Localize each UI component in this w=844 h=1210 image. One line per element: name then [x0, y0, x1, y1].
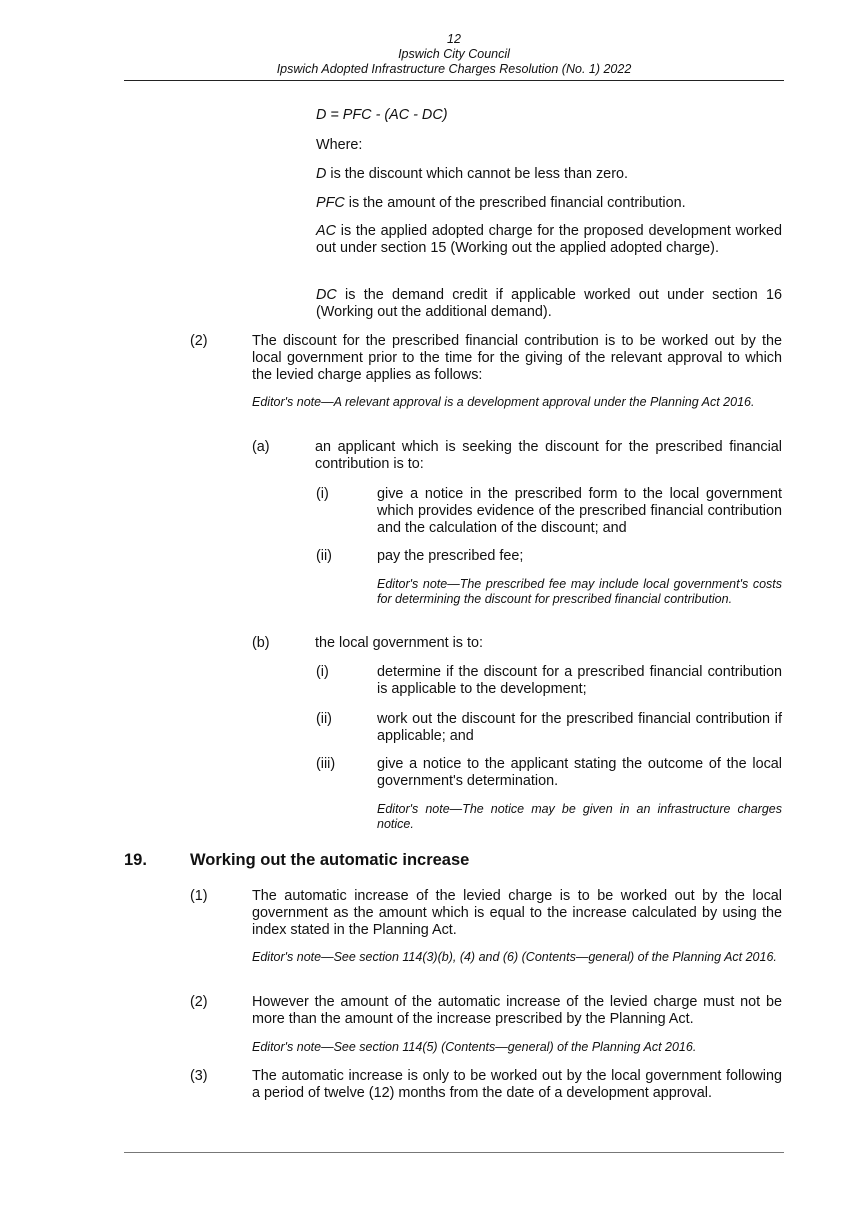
editors-note: Editor's note—A relevant approval is a development approval under the Planning Act 2016.: [252, 395, 755, 409]
formula-equation: D = PFC - (AC - DC): [316, 107, 448, 123]
item-text: give a notice in the prescribed form to the local government which provides evidence of the prescribed financial contribution and the calculation of the discount; and: [377, 486, 782, 536]
item-number: (i): [316, 486, 329, 502]
editors-note: Editor's note—See section 114(3)(b), (4) and (6) (Contents—general) of the Planning Act 2016.: [252, 950, 777, 964]
definition-text: is the discount which cannot be less than zero.: [326, 166, 628, 182]
section-number: 19.: [124, 851, 147, 869]
footer-rule: [124, 1152, 784, 1153]
definition-d: [316, 166, 782, 183]
paragraph-text: The automatic increase is only to be worked out by the local government following a period of twelve (12) months from the date of a development approval.: [252, 1068, 782, 1101]
paragraph-number: (2): [190, 994, 208, 1010]
editors-note: Editor's note—See section 114(5) (Contents—general) of the Planning Act 2016.: [252, 1040, 697, 1054]
definition-text: is the amount of the prescribed financial contribution.: [344, 195, 686, 211]
subparagraph-number: (a): [252, 439, 270, 455]
subparagraph-text: an applicant which is seeking the discount for the prescribed financial contribution is to:: [315, 439, 782, 472]
item-number: (iii): [316, 756, 336, 772]
item-number: (i): [316, 664, 329, 680]
header-org: Ipswich City Council: [398, 47, 510, 61]
page-number: 12: [447, 32, 461, 46]
editors-note: Editor's note—The notice may be given in an infrastructure charges notice.: [377, 802, 782, 831]
item-number: (ii): [316, 548, 332, 564]
paragraph-number: (2): [190, 333, 208, 349]
item-text: determine if the discount for a prescribed financial contribution is applicable to the development;: [377, 664, 782, 697]
header-rule: [124, 80, 784, 81]
definition-text: is the demand credit if applicable worked out under section 16 (Working out the additional demand).: [316, 287, 782, 320]
subparagraph-number: (b): [252, 635, 270, 651]
item-text: work out the discount for the prescribed financial contribution if applicable; and: [377, 711, 782, 744]
subparagraph-text: the local government is to:: [315, 635, 483, 651]
editors-note: Editor's note—The prescribed fee may include local government's costs for determining the discount for prescribed financial contribution.: [377, 577, 782, 606]
paragraph-number: (3): [190, 1068, 208, 1084]
definition-pfc: [316, 195, 782, 212]
paragraph-text: However the amount of the automatic increase of the levied charge must not be more than the amount of the increase prescribed by the Planning Act.: [252, 994, 782, 1027]
definition-term: D: [316, 166, 327, 182]
definition-term: DC: [316, 287, 337, 303]
item-text: give a notice to the applicant stating the outcome of the local government's determination.: [377, 756, 782, 789]
item-number: (ii): [316, 711, 332, 727]
header-doc-title: Ipswich Adopted Infrastructure Charges Resolution (No. 1) 2022: [276, 62, 632, 76]
formula-where: Where:: [316, 137, 363, 153]
definition-dc: [316, 287, 782, 321]
section-heading: Working out the automatic increase: [190, 851, 470, 869]
definition-term: PFC: [316, 195, 345, 211]
paragraph-number: (1): [190, 888, 208, 904]
definition-ac: [316, 223, 782, 257]
definition-term: AC: [316, 223, 336, 239]
item-text: pay the prescribed fee;: [377, 548, 524, 564]
definition-text: is the applied adopted charge for the proposed development worked out under section 15 (Working out the applied adopted charge).: [316, 223, 782, 256]
paragraph-text: The automatic increase of the levied charge is to be worked out by the local government as the amount which is equal to the increase calculated by using the index stated in the Planning Act.: [252, 888, 782, 938]
paragraph-text: The discount for the prescribed financial contribution is to be worked out by the local government prior to the time for the giving of the relevant approval to which the levied charge applies as follows:: [252, 333, 782, 383]
